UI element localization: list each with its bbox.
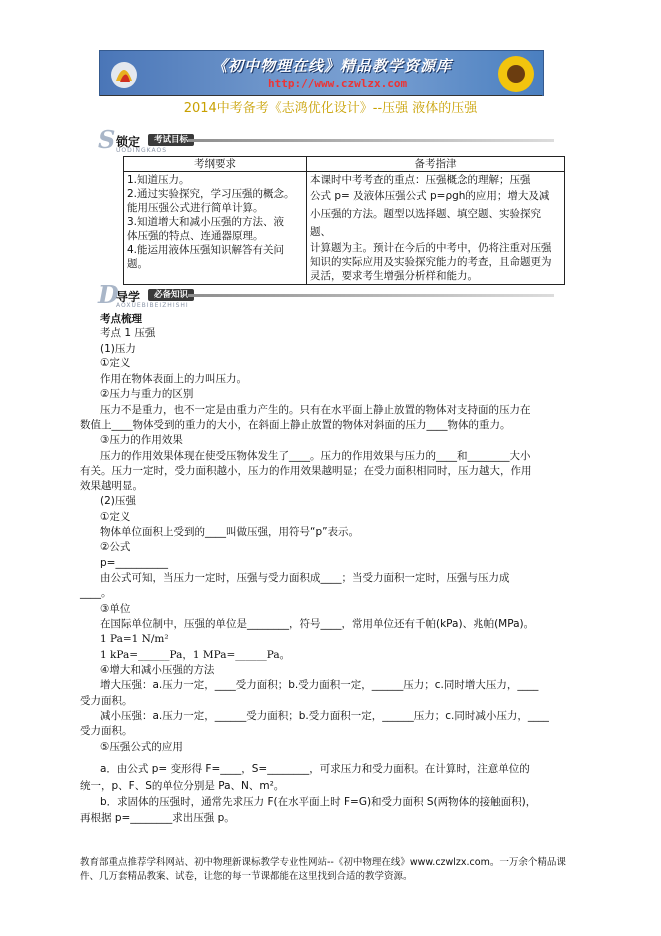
subheading: (1)压力	[100, 343, 136, 355]
paragraph-line: 在国际单位制中，压强的单位是________，符号____，常用单位还有千帕(kPa)、兆帕(MPa)。	[100, 618, 535, 630]
table-cell-guidance	[307, 172, 565, 285]
section-bar	[188, 294, 554, 297]
unit-line: 1 Pa=1 N/m²	[100, 633, 169, 645]
heading-topic: 考点 1 压强	[100, 327, 156, 339]
paragraph-line: 物体单位面积上受到的____叫做压强，用符号“p”表示。	[100, 526, 360, 538]
table-line: 知识的实际应用及实验探究能力的考查，且命题更为	[310, 256, 552, 268]
paragraph-line: 受力面积。	[80, 725, 133, 737]
section-label: 导学	[116, 290, 141, 304]
paragraph-line: 有关。压力一定时，受力面积越小，压力的作用效果越明显；在受力面积相同时，压力越大，作用	[80, 465, 532, 477]
table-line: 1.知道压力。	[127, 174, 190, 186]
subheading: (2)压强	[100, 495, 136, 507]
table-line: 能用压强公式进行简单计算。	[127, 202, 264, 214]
subheading: ①定义	[100, 357, 131, 369]
table-line: 计算题为主。预计在今后的中考中，仍将注重对压强	[310, 242, 552, 254]
table-line: 公式 p= 及液体压强公式 p=ρgh的应用；增大及减	[310, 190, 550, 202]
unit-line: 1 kPa=______Pa，1 MPa=______Pa。	[100, 649, 291, 661]
paragraph-line: 作用在物体表面上的力叫压力。	[100, 373, 247, 385]
table-header-row	[124, 157, 565, 172]
section-tab-exam-goals	[98, 125, 558, 154]
site-banner	[99, 50, 544, 96]
paragraph-line: ____。	[80, 587, 112, 599]
paragraph-line: 由公式可知，当压力一定时，压强与受力面积成____；当受力面积一定时，压强与压力成	[100, 572, 510, 584]
paragraph-line: 减小压强：a.压力一定，______受力面积；b.受力面积一定，______压力；c.同时减小压力，____	[100, 710, 549, 722]
logo-icon	[108, 55, 140, 91]
subheading: ④增大和减小压强的方法	[100, 664, 215, 676]
table-line: 本课时中考考查的重点：压强概念的理解；压强	[310, 174, 531, 186]
table-row	[124, 172, 565, 285]
subheading: ①定义	[100, 511, 131, 523]
section-sub: AOXUEBIBEIZHISHI	[116, 302, 189, 309]
table-line: 2.通过实验探究，学习压强的概念。	[127, 188, 295, 200]
paragraph-line: 受力面积。	[80, 695, 133, 707]
table-line: 灵活，要求考生增强分析样和能力。	[310, 270, 478, 282]
banner-url[interactable]: http://www.czwlzx.com	[268, 77, 408, 90]
table-line: 题。	[127, 258, 148, 270]
table-header: 考纲要求	[124, 157, 307, 172]
paragraph-line: a．由公式 p= 变形得 F=____，S=________，可求压力和受力面积。在计算时，注意单位的	[100, 763, 530, 775]
table-line: 3.知道增大和减小压强的方法、液	[127, 216, 285, 228]
paragraph-line: 再根据 p=________求出压强 p。	[80, 812, 235, 824]
section-letter: S	[98, 125, 116, 154]
heading-summary: 考点梳理	[100, 313, 142, 325]
paragraph-line: 数值上____物体受到的重力的大小，在斜面上静止放置的物体对斜面的压力____物体的重力。	[80, 419, 511, 431]
formula-line: p=__________	[100, 557, 168, 569]
subheading: ②压力与重力的区别	[100, 388, 194, 400]
section-label: 锁定	[116, 135, 141, 149]
paragraph-line: 统一，p、F、S的单位分别是 Pa、N、m²。	[80, 780, 285, 792]
section-pill: 必备知识	[148, 289, 194, 301]
paragraph-line: b．求固体的压强时，通常先求压力 F(在水平面上时 F=G)和受力面积 S(两物体的接触面积)，	[100, 796, 537, 808]
footer-line: 教育部重点推荐学科网站、初中物理新课标教学专业性网站--《初中物理在线》www.czwlzx.com。一万余个精品课	[80, 857, 566, 868]
table-header: 备考指津	[307, 157, 565, 172]
page-headline: 2014中考备考《志鸿优化设计》--压强 液体的压强	[183, 101, 478, 116]
requirements-table	[123, 156, 565, 285]
subheading: ③单位	[100, 603, 131, 615]
banner-rule	[100, 95, 542, 96]
subheading: ⑤压强公式的应用	[100, 741, 183, 753]
table-line: 体压强的特点、连通器原理。	[127, 230, 264, 242]
paragraph-line: 增大压强：a.压力一定，____受力面积；b.受力面积一定，______压力；c.同时增大压力，____	[100, 679, 539, 691]
table-line: 小压强的方法。题型以选择题、填空题、实验探究题、	[310, 208, 541, 238]
footer-line: 件、几万套精品教案、试卷，让您的每一节课都能在这里找到合适的教学资源。	[80, 871, 413, 882]
section-sub: UODINGKAOS	[116, 147, 168, 154]
paragraph-line: 压力不是重力，也不一定是由重力产生的。只有在水平面上静止放置的物体对支持面的压力在	[100, 404, 531, 416]
sunflower-icon	[495, 53, 537, 95]
section-bar	[188, 139, 554, 142]
table-line: 4.能运用液体压强知识解答有关问	[127, 244, 285, 256]
banner-title: 《初中物理在线》精品教学资源库	[212, 57, 453, 75]
section-pill: 考试目标	[148, 134, 194, 146]
paragraph-line: 压力的作用效果体现在使受压物体发生了____。压力的作用效果与压力的____和________大小	[100, 450, 531, 462]
page-footer	[80, 856, 600, 884]
subheading: ②公式	[100, 541, 131, 553]
table-cell-requirements	[124, 172, 307, 285]
subheading: ③压力的作用效果	[100, 434, 183, 446]
section-tab-guide	[98, 280, 558, 309]
section-letter: D	[98, 280, 119, 309]
paragraph-line: 效果越明显。	[80, 480, 143, 492]
